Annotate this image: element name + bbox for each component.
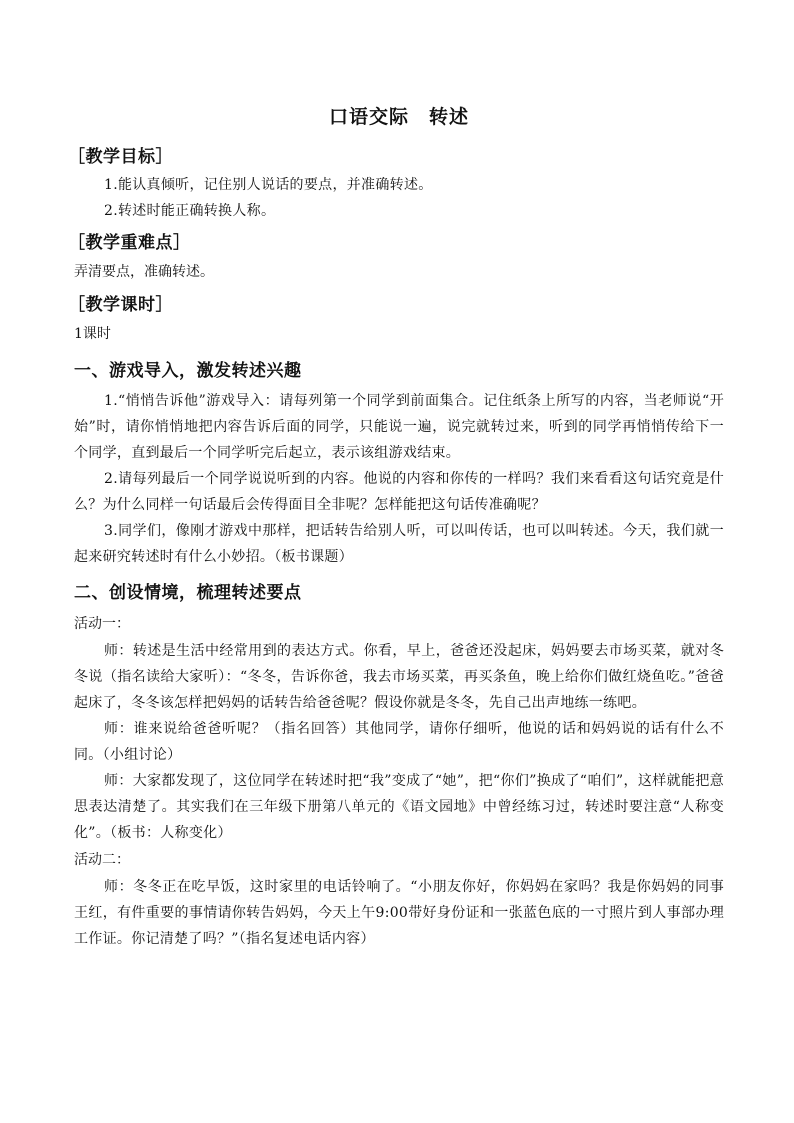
activity1-paragraph: 师：转述是生活中经常用到的表达方式。你看，早上，爸爸还没起床，妈妈要去市场买菜，就对冬冬说（指名读给大家听）：“冬冬，告诉你爸，我去市场买菜，再买条鱼，晚上给你们做红烧鱼吃。”爸爸起床了，冬冬该怎样把妈妈的话转告给爸爸呢？假设你就是冬冬，先自己出声地练一练吧。 [74, 643, 724, 711]
key-points-text: 弄清要点，准确转述。 [74, 264, 214, 280]
section1-paragraph: 3.同学们，像刚才游戏中那样，把话转告给别人听，可以叫传话，也可以叫转述。今天，我们就一起来研究转述时有什么小妙招。（板书课题） [74, 523, 724, 565]
section2-heading: 二、创设情境，梳理转述要点 [74, 583, 302, 603]
section1-paragraph: 2.请每列最后一个同学说说听到的内容。他说的内容和你传的一样吗？我们来看看这句话究竟是什么？为什么同样一句话最后会传得面目全非呢？怎样能把这句话传准确呢？ [74, 471, 724, 513]
periods-text: 1课时 [74, 326, 111, 342]
activity2-label: 活动二： [74, 852, 130, 868]
document-content [68, 102, 724, 952]
activity2-paragraph: 师：冬冬正在吃早饭，这时家里的电话铃响了。“小朋友你好，你妈妈在家吗？我是你妈妈的同事王红，有件重要的事情请你转告妈妈，今天上午9:00带好身份证和一张蓝色底的一寸照片到人事部办理工作证。你记清楚了吗？”（指名复述电话内容） [74, 879, 724, 947]
activity1-paragraph: 师：大家都发现了，这位同学在转述时把“我”变成了“她”，把“你们”换成了“咱们”，这样就能把意思表达清楚了。其实我们在三年级下册第八单元的《语文园地》中曾经练习过，转述时要注意“人称变化”。（板书：人称变化） [74, 773, 724, 841]
periods-heading: ［教学课时］ [68, 295, 173, 315]
objective-item: 1.能认真倾听，记住别人说话的要点，并准确转述。 [104, 177, 433, 193]
section1-paragraph: 1.“悄悄告诉他”游戏导入：请每列第一个同学到前面集合。记住纸条上所写的内容，当老师说“开始”时，请你悄悄地把内容告诉后面的同学，只能说一遍，说完就转过来，听到的同学再悄悄传给下一个同学，直到最后一个同学听完后起立，表示该组游戏结束。 [74, 393, 724, 461]
page-title: 口语交际 转述 [328, 106, 469, 128]
activity1-label: 活动一： [74, 616, 130, 632]
activity1-paragraph: 师：谁来说给爸爸听呢？（指名回答）其他同学，请你仔细听，他说的话和妈妈说的话有什么不同。（小组讨论） [74, 721, 724, 763]
objectives-heading: ［教学目标］ [68, 147, 173, 167]
key-points-heading: ［教学重难点］ [68, 233, 191, 253]
section1-heading: 一、游戏导入，激发转述兴趣 [74, 361, 302, 381]
objective-item: 2.转述时能正确转换人称。 [104, 203, 276, 219]
